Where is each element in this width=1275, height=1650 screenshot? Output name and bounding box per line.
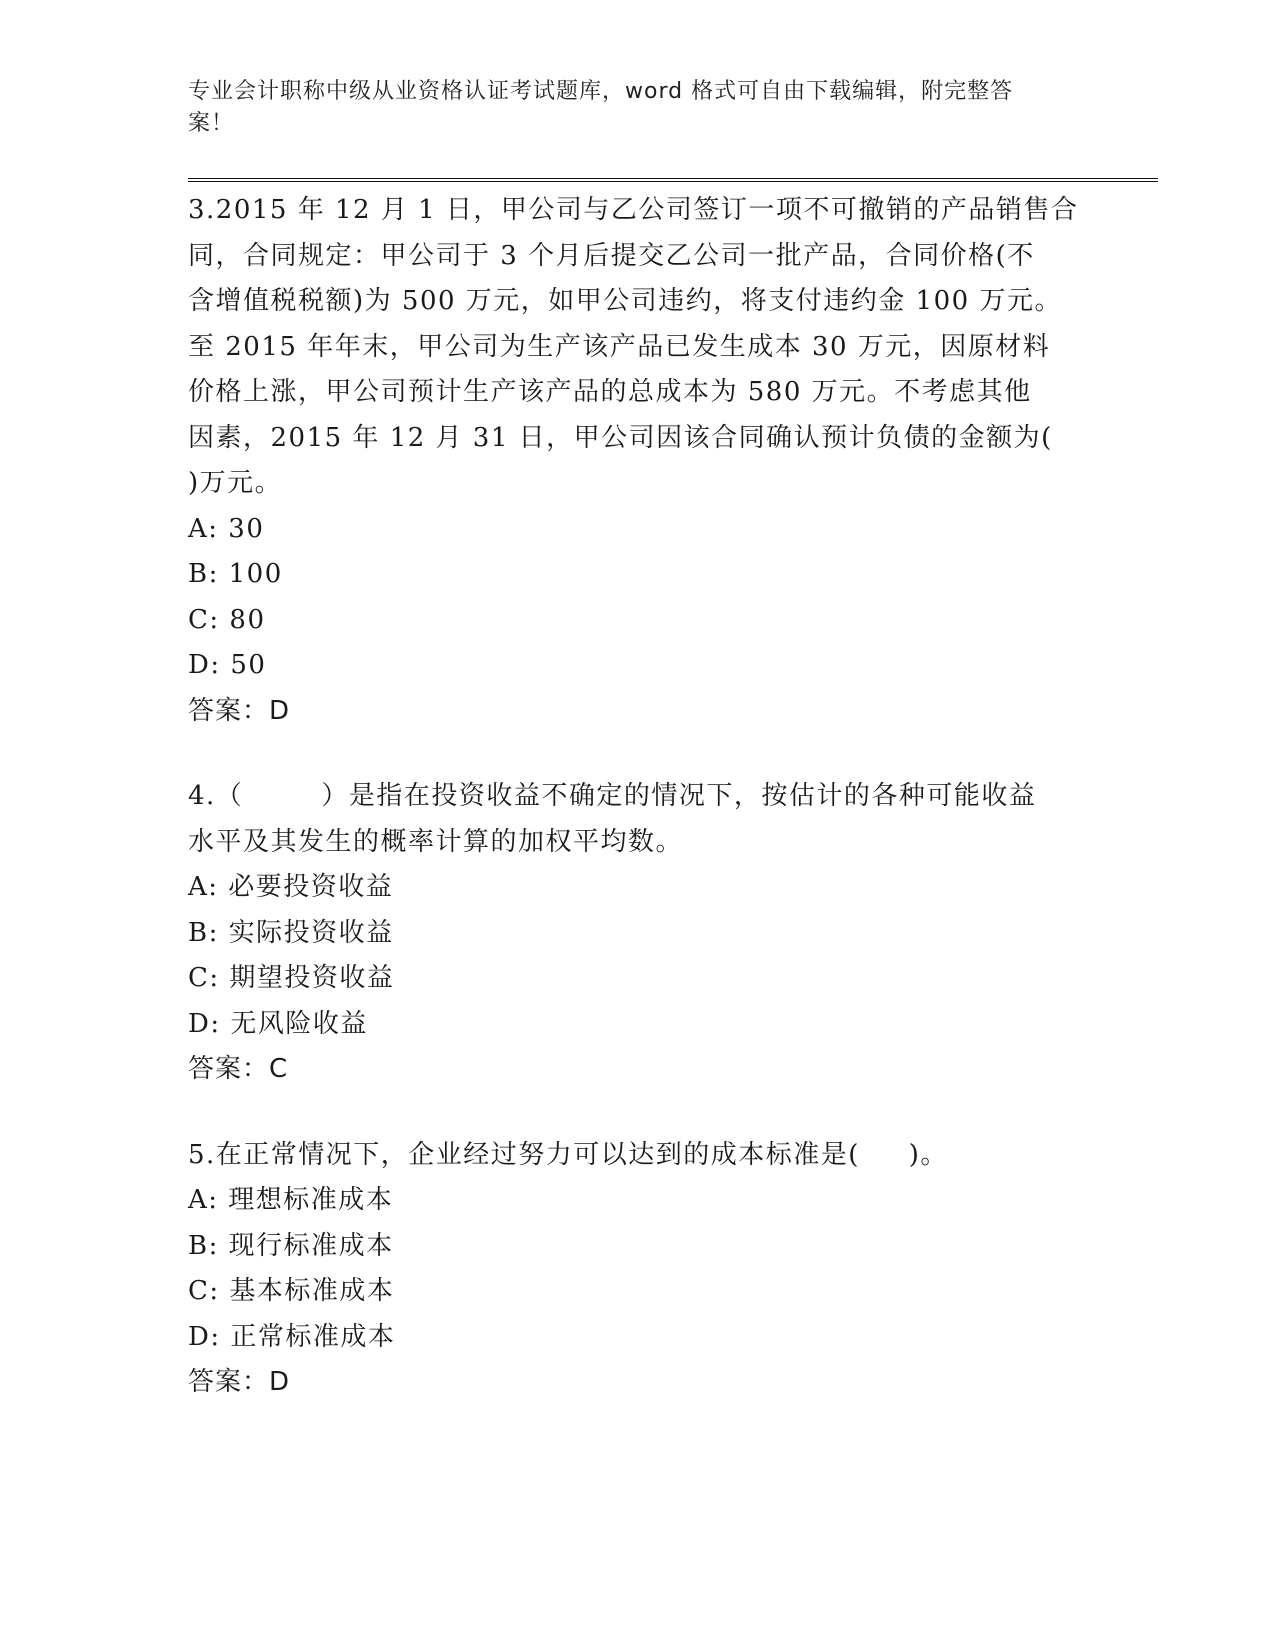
answer-label: 答案：D: [188, 1367, 291, 1397]
answer-label: 答案：D: [188, 695, 291, 726]
stem-line: 同，合同规定：甲公司于 3 个月后提交乙公司一批产品，合同价格(不: [188, 240, 1035, 271]
question-5: [188, 1133, 1088, 1406]
stem-line: 3.2015 年 12 月 1 日，甲公司与乙公司签订一项不可撤销的产品销售合: [188, 195, 1079, 225]
question-4: [188, 774, 1088, 1093]
question-stem: [188, 774, 1088, 865]
stem-line: 至 2015 年年末，甲公司为生产该产品已发生成本 30 万元，因原材料: [188, 331, 1051, 362]
stem-line: )万元。: [188, 468, 283, 498]
option-d: D: 正常标准成本: [188, 1321, 396, 1352]
option-d: D: 无风险收益: [188, 1008, 368, 1039]
header-divider: [188, 178, 1158, 182]
option-c: C: 期望投资收益: [188, 963, 395, 993]
answer-label: 答案：C: [188, 1054, 289, 1084]
option-d: D: 50: [188, 650, 267, 680]
option-c: C: 基本标准成本: [188, 1276, 395, 1306]
option-a: A: 30: [188, 513, 265, 544]
option-c: C: 80: [188, 604, 266, 635]
stem-line: 价格上涨，甲公司预计生产该产品的总成本为 580 万元。不考虑其他: [188, 377, 1032, 407]
option-a: A: 必要投资收益: [188, 872, 394, 902]
page-header: [188, 76, 1068, 140]
question-list: [188, 188, 1088, 1446]
option-b: B: 实际投资收益: [188, 917, 394, 948]
header-line-1: 专业会计职称中级从业资格认证考试题库，word 格式可自由下载编辑，附完整答: [188, 79, 1014, 104]
header-line-2: 案！: [188, 111, 235, 136]
question-3: [188, 188, 1088, 734]
question-stem: [188, 1133, 1088, 1179]
option-a: A: 理想标准成本: [188, 1185, 394, 1215]
option-b: B: 100: [188, 559, 283, 589]
stem-line: 水平及其发生的概率计算的加权平均数。: [188, 826, 684, 857]
stem-line: 含增值税税额)为 500 万元，如甲公司违约，将支付违约金 100 万元。: [188, 286, 1062, 316]
stem-line: 4.（ ）是指在投资收益不确定的情况下，按估计的各种可能收益: [188, 781, 1037, 811]
stem-line: 5.在正常情况下，企业经过努力可以达到的成本标准是( )。: [188, 1139, 948, 1170]
option-b: B: 现行标准成本: [188, 1230, 394, 1261]
stem-line: 因素，2015 年 12 月 31 日，甲公司因该合同确认预计负债的金额为(: [188, 422, 1053, 453]
question-stem: [188, 188, 1088, 507]
